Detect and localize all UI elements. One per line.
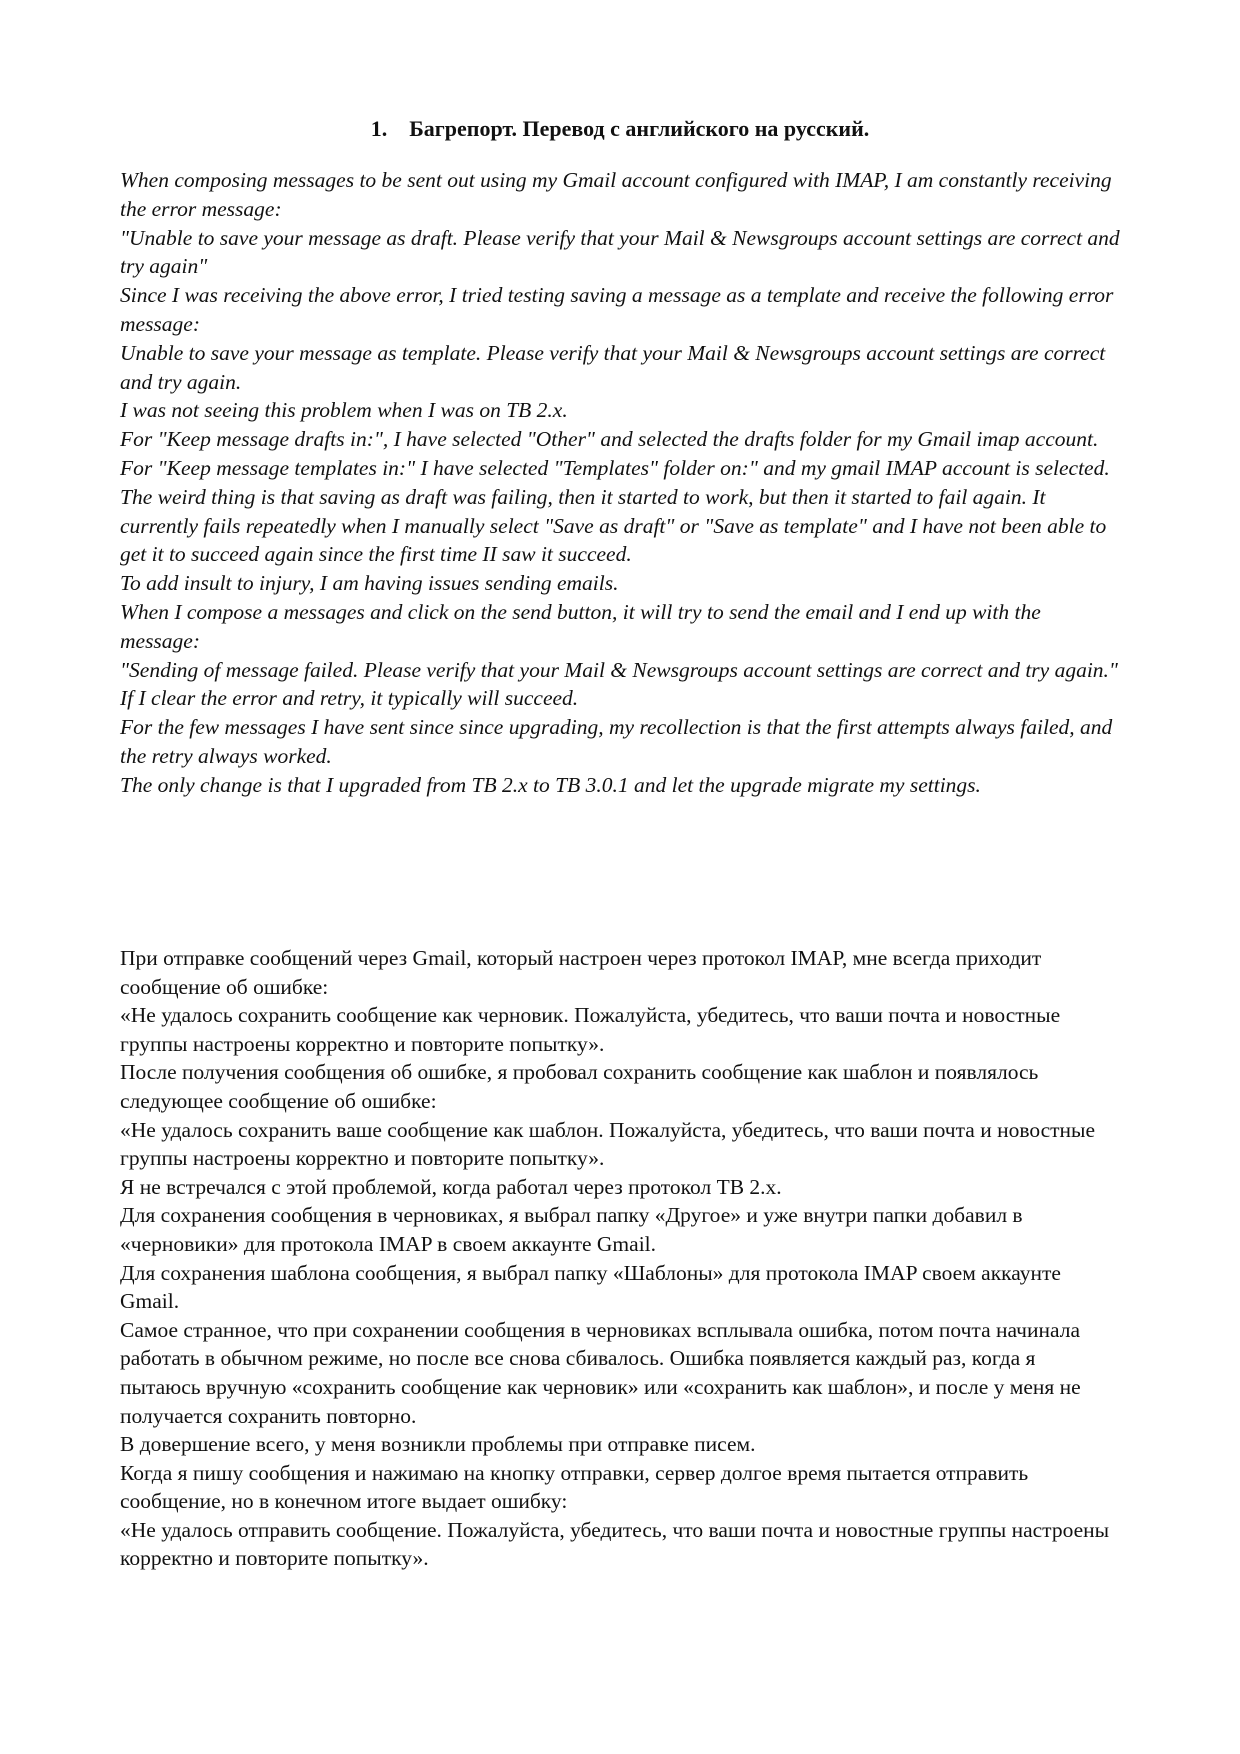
translation-paragraph: «Не удалось сохранить ваше сообщение как шаблон. Пожалуйста, убедитесь, что ваши почта и новостные группы настроены корректно и повторите попытку».	[120, 1117, 1096, 1171]
source-paragraph: The weird thing is that saving as draft was failing, then it started to work, but then it started to fail again. It currently fails repeatedly when I manually select "Save as draft" or "Save as template" and I have not been able to get it to succeed again since the first time II saw it succeed.	[120, 484, 1107, 567]
source-paragraph: If I clear the error and retry, it typically will succeed.	[120, 686, 579, 711]
russian-translation	[120, 944, 1120, 1573]
source-paragraph: I was not seeing this problem when I was on TB 2.x.	[120, 398, 568, 423]
translation-paragraph: «Не удалось отправить сообщение. Пожалуйста, убедитесь, что ваши почта и новостные группы настроены корректно и повторите попытку».	[120, 1517, 1110, 1571]
source-paragraph: When I compose a messages and click on the send button, it will try to send the email and I end up with the message:	[120, 599, 1041, 653]
english-bug-report	[120, 166, 1120, 800]
source-paragraph: For "Keep message drafts in:", I have selected "Other" and selected the drafts folder for my Gmail imap account.	[120, 427, 1099, 452]
heading-number: 1.	[370, 116, 388, 141]
source-paragraph: "Unable to save your message as draft. Please verify that your Mail & Newsgroups account settings are correct and try again"	[120, 225, 1120, 279]
source-paragraph: "Sending of message failed. Please verify that your Mail & Newsgroups account settings are correct and try again."	[120, 657, 1118, 682]
source-paragraph: For "Keep message templates in:" I have selected "Templates" folder on:" and my gmail IMAP account is selected.	[120, 455, 1110, 480]
translation-paragraph: При отправке сообщений через Gmail, который настроен через протокол IMAP, мне всегда приходит сообщение об ошибке:	[120, 946, 1042, 999]
translation-paragraph: Я не встречался с этой проблемой, когда работал через протокол TB 2.x.	[120, 1174, 782, 1199]
source-paragraph: To add insult to injury, I am having issues sending emails.	[120, 571, 619, 596]
source-paragraph: For the few messages I have sent since since upgrading, my recollection is that the first attempts always failed, and the retry always worked.	[120, 715, 1113, 768]
heading-text: Багрепорт. Перевод с английского на русский.	[409, 116, 870, 141]
source-paragraph: When composing messages to be sent out using my Gmail account configured with IMAP, I am constantly receiving the error message:	[120, 168, 1112, 221]
translation-paragraph: Самое странное, что при сохранении сообщения в черновиках всплывала ошибка, потом почта начинала работать в обычном режиме, но после все снова сбивалось. Ошибка появляется каждый раз, когда я пытаюсь вручную «сохранить сообщение как черновик» или «сохранить как шаблон», и после у меня не получается сохранить повторно.	[120, 1317, 1081, 1428]
translation-paragraph: Когда я пишу сообщения и нажимаю на кнопку отправки, сервер долгое время пытается отправить сообщение, но в конечном итоге выдает ошибку:	[120, 1460, 1029, 1514]
translation-paragraph: Для сохранения сообщения в черновиках, я выбрал папку «Другое» и уже внутри папки добавил в «черновики» для протокола IMAP в своем аккаунте Gmail.	[120, 1203, 1023, 1256]
source-paragraph: Since I was receiving the above error, I tried testing saving a message as a template and receive the following error message:	[120, 283, 1114, 336]
source-paragraph: Unable to save your message as template. Please verify that your Mail & Newsgroups account settings are correct and try again.	[120, 340, 1106, 394]
translation-paragraph: В довершение всего, у меня возникли проблемы при отправке писем.	[120, 1432, 756, 1457]
translation-paragraph: «Не удалось сохранить сообщение как черновик. Пожалуйста, убедитесь, что ваши почта и новостные группы настроены корректно и повторите попытку».	[120, 1003, 1061, 1056]
page-heading	[0, 115, 1240, 143]
source-paragraph: The only change is that I upgraded from TB 2.x to TB 3.0.1 and let the upgrade migrate my settings.	[120, 772, 981, 797]
translation-paragraph: После получения сообщения об ошибке, я пробовал сохранить сообщение как шаблон и появлялось следующее сообщение об ошибке:	[120, 1060, 1039, 1113]
translation-paragraph: Для сохранения шаблона сообщения, я выбрал папку «Шаблоны» для протокола IMAP своем аккаунте Gmail.	[120, 1260, 1061, 1314]
